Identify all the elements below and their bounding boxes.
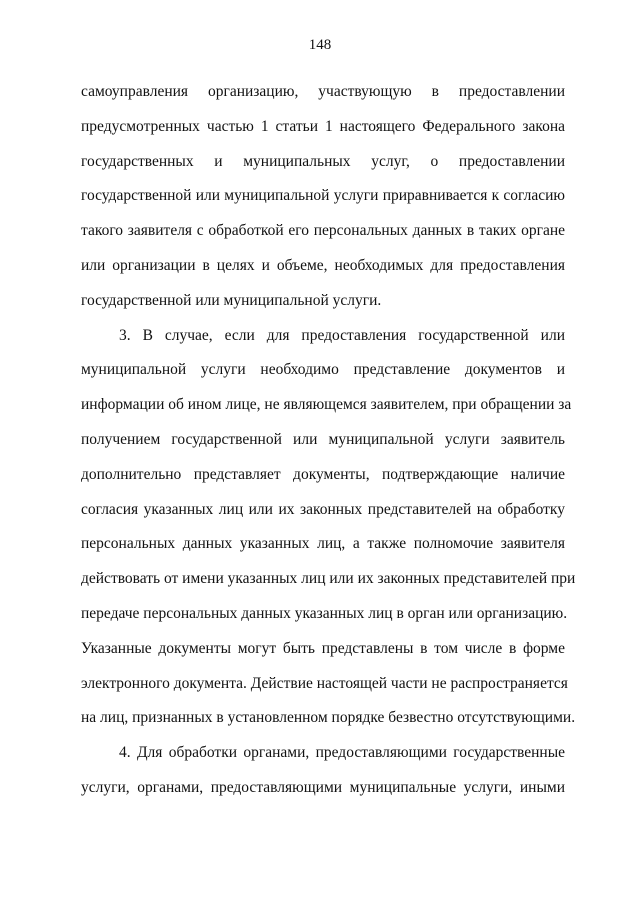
paragraph-4-line: 4. Для обработки органами, предоставляющими государственные — [119, 744, 565, 762]
page-number: 148 — [308, 37, 332, 53]
text-line: государственной или муниципальной услуги приравнивается к согласию — [81, 187, 565, 205]
text-line: информации об ином лице, не являющемся заявителем, при обращении за — [81, 396, 572, 414]
text-line: дополнительно представляет документы, подтверждающие наличие — [81, 465, 565, 483]
text-line: государственной или муниципальной услуги. — [81, 291, 382, 309]
document-body — [81, 75, 576, 806]
text-line: получением государственной или муниципальной услуги заявитель — [81, 430, 565, 448]
text-line: такого заявителя с обработкой его персональных данных в таких органе — [81, 222, 565, 240]
paragraph-3-line: 3. В случае, если для предоставления государственной или — [119, 326, 565, 344]
text-line: самоуправления организацию, участвующую в предоставлении — [81, 83, 565, 100]
text-line: действовать от имени указанных лиц или их законных представителей при — [81, 570, 576, 588]
text-line: электронного документа. Действие настоящей части не распространяется — [81, 674, 568, 692]
text-line: или организации в целях и объеме, необходимых для предоставления — [81, 256, 565, 274]
text-line: персональных данных указанных лиц, а также полномочие заявителя — [81, 535, 565, 553]
text-line: муниципальной услуги необходимо представление документов и — [81, 361, 565, 379]
text-line: на лиц, признанных в установленном порядке безвестно отсутствующими. — [81, 709, 576, 727]
text-line: согласия указанных лиц или их законных представителей на обработку — [81, 500, 565, 518]
text-line: государственных и муниципальных услуг, о предоставлении — [81, 152, 565, 170]
text-line: Указанные документы могут быть представлены в том числе в форме — [81, 639, 565, 657]
text-line: предусмотренных частью 1 статьи 1 настоящего Федерального закона — [81, 117, 565, 135]
text-line: передаче персональных данных указанных лиц в орган или организацию. — [81, 604, 568, 622]
text-line: услуги, органами, предоставляющими муниципальные услуги, иными — [81, 778, 565, 796]
